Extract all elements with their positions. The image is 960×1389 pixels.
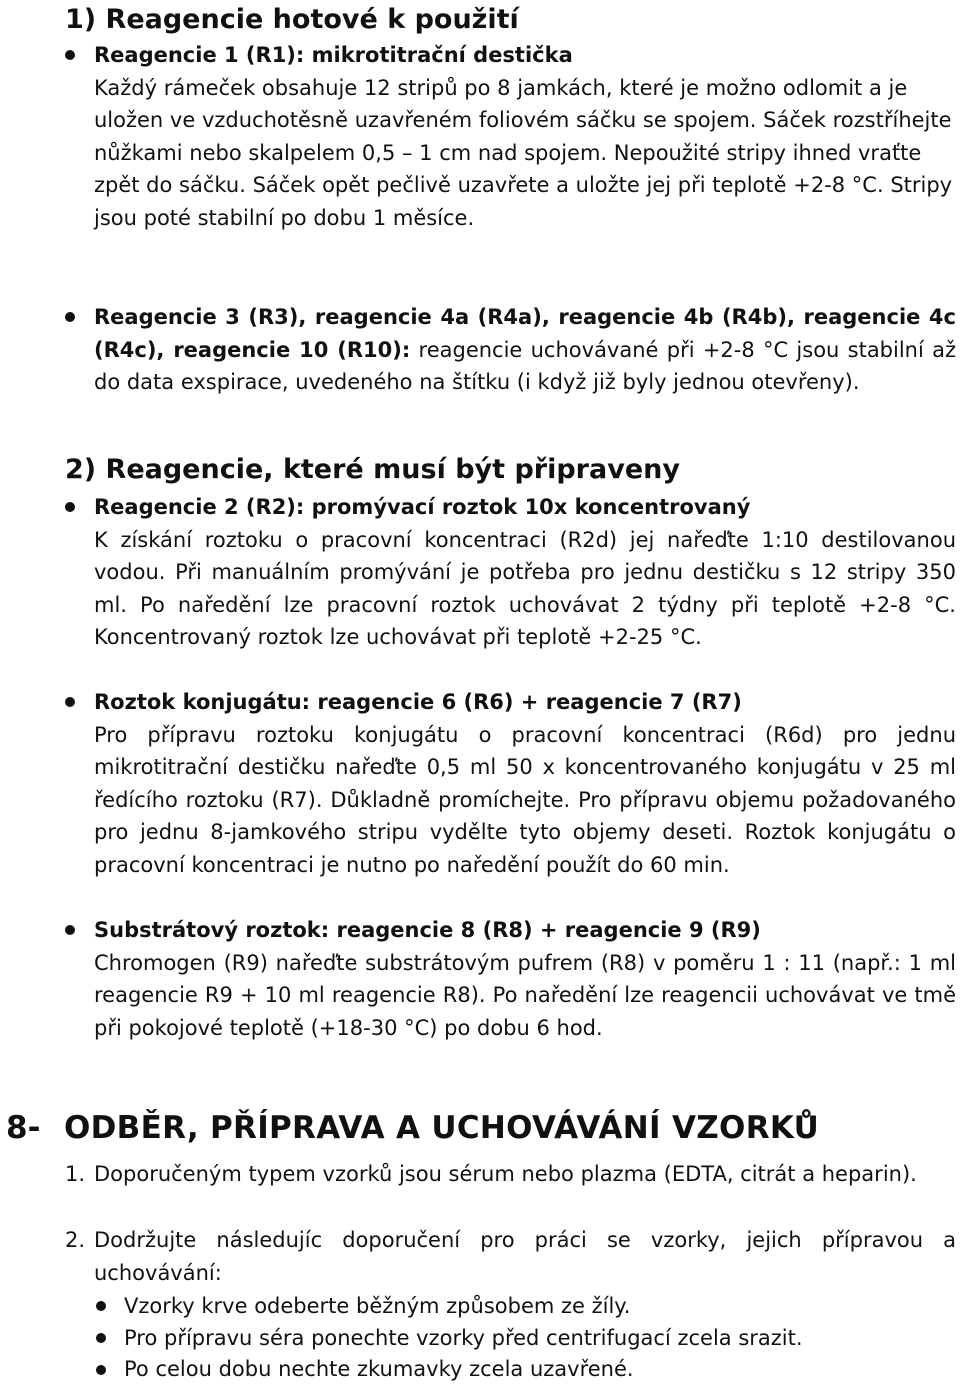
section-heading: 1) Reagencie hotové k použití	[65, 4, 519, 35]
numbered-item: Dodržujte následujíc doporučení pro práci se vzorky, jejich přípravou a uchovávání:	[94, 1228, 956, 1285]
bullet-icon	[65, 925, 75, 935]
bullet-icon	[65, 312, 75, 322]
bullet-icon	[65, 502, 75, 512]
step-number: 2.	[65, 1228, 86, 1252]
sub-list-item: Vzorky krve odeberte běžným způsobem ze žíly.	[124, 1294, 631, 1318]
item-title: Substrátový roztok: reagencie 8 (R8) + reagencie 9 (R9)	[94, 918, 761, 942]
list-item	[94, 301, 956, 399]
item-body: Pro přípravu roztoku konjugátu o pracovní koncentraci (R6d) pro jednu mikrotitrační destičku nařeďte 0,5 ml 50 x koncentrovaného konjugátu v 25 ml ředícího roztoku (R7). Důkladně promíchejte. Pro přípravu objemu požadovaného pro jednu 8-jamkového stripu vydělte tyto objemy deseti. Roztok konjugátu o pracovní koncentraci je nutno po naředění použít do 60 min.	[94, 722, 956, 877]
sub-list-item: Pro přípravu séra ponechte vzorky před centrifugací zcela srazit.	[124, 1326, 803, 1350]
item-body: Každý rámeček obsahuje 12 stripů po 8 jamkách, které je možno odlomit a je uložen ve vzduchotěsně uzavřeném foliovém sáčku se spojem. Sáček rozstříhejte nůžkami nebo skalpelem 0,5 – 1 cm nad spojem. Nepoužité stripy ihned vraťte zpět do sáčku. Sáček opět pečlivě uzavřete a uložte jej při teplotě +2-8 °C. Stripy jsou poté stabilní po dobu 1 měsíce.	[94, 75, 953, 230]
chapter-heading: ODBĚR, PŘÍPRAVA A UCHOVÁVÁNÍ VZORKŮ	[64, 1110, 820, 1146]
item-body: reagencie uchovávané při +2-8 °C jsou stabilní až do data exspirace, uvedeného na štítku (i když již byly jednou otevřeny).	[94, 337, 956, 394]
bullet-icon	[65, 697, 75, 707]
item-title: Reagencie 2 (R2): promývací roztok 10x koncentrovaný	[94, 495, 751, 519]
list-item	[94, 914, 956, 1044]
sub-list-item: Po celou dobu nechte zkumavky zcela uzavřené.	[124, 1357, 634, 1381]
bullet-icon	[65, 50, 75, 60]
list-item	[94, 686, 956, 881]
chapter-number: 8-	[6, 1110, 41, 1146]
list-item	[94, 39, 956, 234]
bullet-icon	[96, 1365, 106, 1375]
item-title: Reagencie 3 (R3), reagencie 4a (R4a), reagencie 4b (R4b), reagencie 4c (R4c), reagencie 10 (R10):	[94, 305, 956, 362]
item-title: Roztok konjugátu: reagencie 6 (R6) + reagencie 7 (R7)	[94, 690, 742, 714]
item-title: Reagencie 1 (R1): mikrotitrační destička	[94, 43, 573, 67]
step-number: 1.	[65, 1162, 86, 1186]
section-heading: 2) Reagencie, které musí být připraveny	[65, 454, 680, 485]
item-body: Chromogen (R9) nařeďte substrátovým pufrem (R8) v poměru 1 : 11 (např.: 1 ml reagencie R9 + 10 ml reagencie R8). Po naředění lze reagencii uchovávat ve tmě při pokojové teplotě (+18-30 °C) po dobu 6 hod.	[94, 950, 956, 1040]
numbered-item: Doporučeným typem vzorků jsou sérum nebo plazma (EDTA, citrát a heparin).	[94, 1162, 917, 1186]
bullet-icon	[96, 1301, 106, 1311]
item-body: K získání roztoku o pracovní koncentraci (R2d) jej nařeďte 1:10 destilovanou vodou. Při manuálním promývání je potřeba pro jednu destičku s 12 stripy 350 ml. Po naředění lze pracovní roztok uchovávat 2 týdny při teplotě +2-8 °C. Koncentrovaný roztok lze uchovávat při teplotě +2-25 °C.	[94, 527, 956, 649]
bullet-icon	[96, 1333, 106, 1343]
list-item	[94, 491, 956, 654]
